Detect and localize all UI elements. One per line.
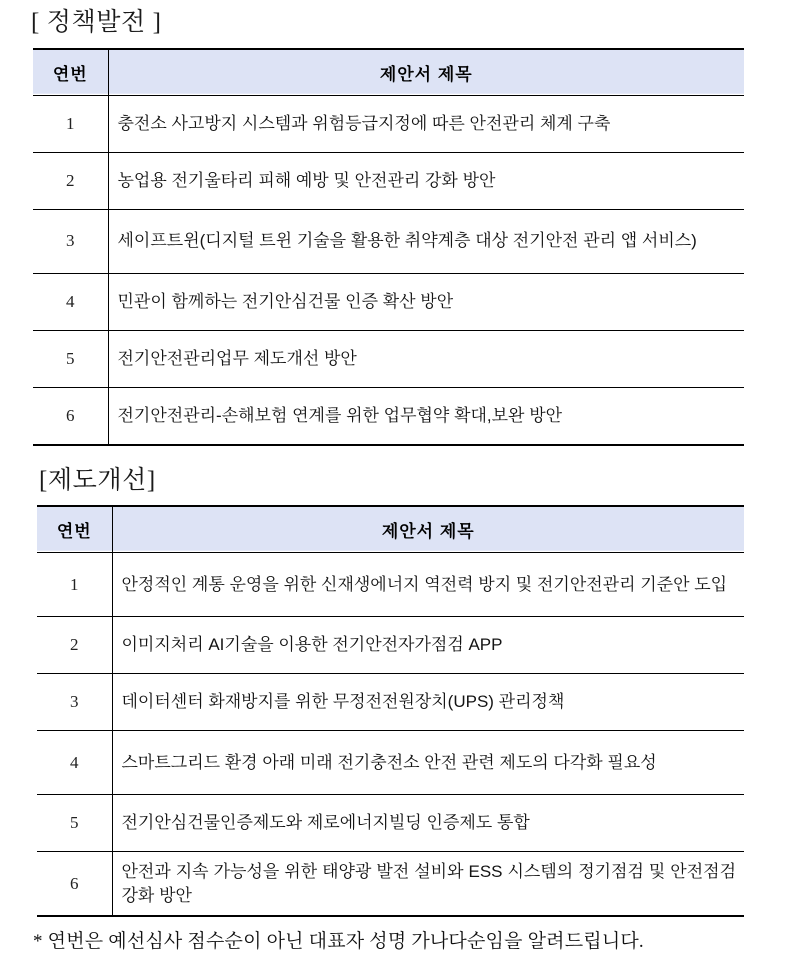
row-number: 6 (33, 387, 108, 445)
table-row (37, 617, 744, 674)
row-title: 전기안심건물인증제도와 제로에너지빌딩 인증제도 통합 (112, 795, 744, 852)
column-header-number: 연번 (37, 506, 112, 553)
row-number: 4 (33, 273, 108, 330)
table-body-policy-development (33, 95, 744, 445)
table-row (33, 330, 744, 387)
table-row (37, 852, 744, 917)
row-title: 전기안전관리-손해보험 연계를 위한 업무협약 확대,보완 방안 (108, 387, 744, 445)
table-body-system-improvement (37, 553, 744, 917)
row-number: 2 (33, 152, 108, 209)
table-row (33, 273, 744, 330)
row-title: 이미지처리 AI기술을 이용한 전기안전자가점검 APP (112, 617, 744, 674)
table-header-row (33, 49, 744, 96)
column-header-number: 연번 (33, 49, 108, 96)
section-title-system-improvement: [제도개선] (39, 466, 156, 494)
row-title: 세이프트윈(디지털 트윈 기술을 활용한 취약계층 대상 전기안전 관리 앱 서비스) (108, 209, 744, 273)
table-row (37, 731, 744, 795)
footnote-text: * 연번은 예선심사 점수순이 아닌 대표자 성명 가나다순임을 알려드립니다. (33, 931, 644, 952)
row-number: 5 (33, 330, 108, 387)
row-number: 3 (33, 209, 108, 273)
row-title: 전기안전관리업무 제도개선 방안 (108, 330, 744, 387)
row-title: 농업용 전기울타리 피해 예방 및 안전관리 강화 방안 (108, 152, 744, 209)
column-header-title: 제안서 제목 (108, 49, 744, 96)
row-title: 안정적인 계통 운영을 위한 신재생에너지 역전력 방지 및 전기안전관리 기준안 도입 (112, 553, 744, 617)
table-row (33, 152, 744, 209)
row-title: 스마트그리드 환경 아래 미래 전기충전소 안전 관련 제도의 다각화 필요성 (112, 731, 744, 795)
table-row (37, 795, 744, 852)
row-number: 6 (37, 852, 112, 917)
proposal-table-policy-development (33, 48, 744, 446)
table-row (33, 209, 744, 273)
table-row (37, 553, 744, 617)
table-wrapper-policy-development (33, 48, 744, 446)
proposal-table-system-improvement (37, 505, 744, 917)
table-row (33, 95, 744, 152)
row-number: 2 (37, 617, 112, 674)
row-number: 5 (37, 795, 112, 852)
row-number: 4 (37, 731, 112, 795)
row-title: 충전소 사고방지 시스템과 위험등급지정에 따른 안전관리 체계 구축 (108, 95, 744, 152)
section-title-policy-development: [ 정책발전 ] (31, 9, 162, 36)
column-header-title: 제안서 제목 (112, 506, 744, 553)
row-title: 안전과 지속 가능성을 위한 태양광 발전 설비와 ESS 시스템의 정기점검 및 안전점검 강화 방안 (112, 852, 744, 917)
row-title: 데이터센터 화재방지를 위한 무정전전원장치(UPS) 관리정책 (112, 674, 744, 731)
table-header (33, 49, 744, 96)
document-page (0, 9, 791, 952)
table-header-row (37, 506, 744, 553)
row-number: 3 (37, 674, 112, 731)
table-header (37, 506, 744, 553)
table-row (37, 674, 744, 731)
row-number: 1 (33, 95, 108, 152)
row-title: 민관이 함께하는 전기안심건물 인증 확산 방안 (108, 273, 744, 330)
table-row (33, 387, 744, 445)
row-number: 1 (37, 553, 112, 617)
table-wrapper-system-improvement (37, 505, 744, 917)
